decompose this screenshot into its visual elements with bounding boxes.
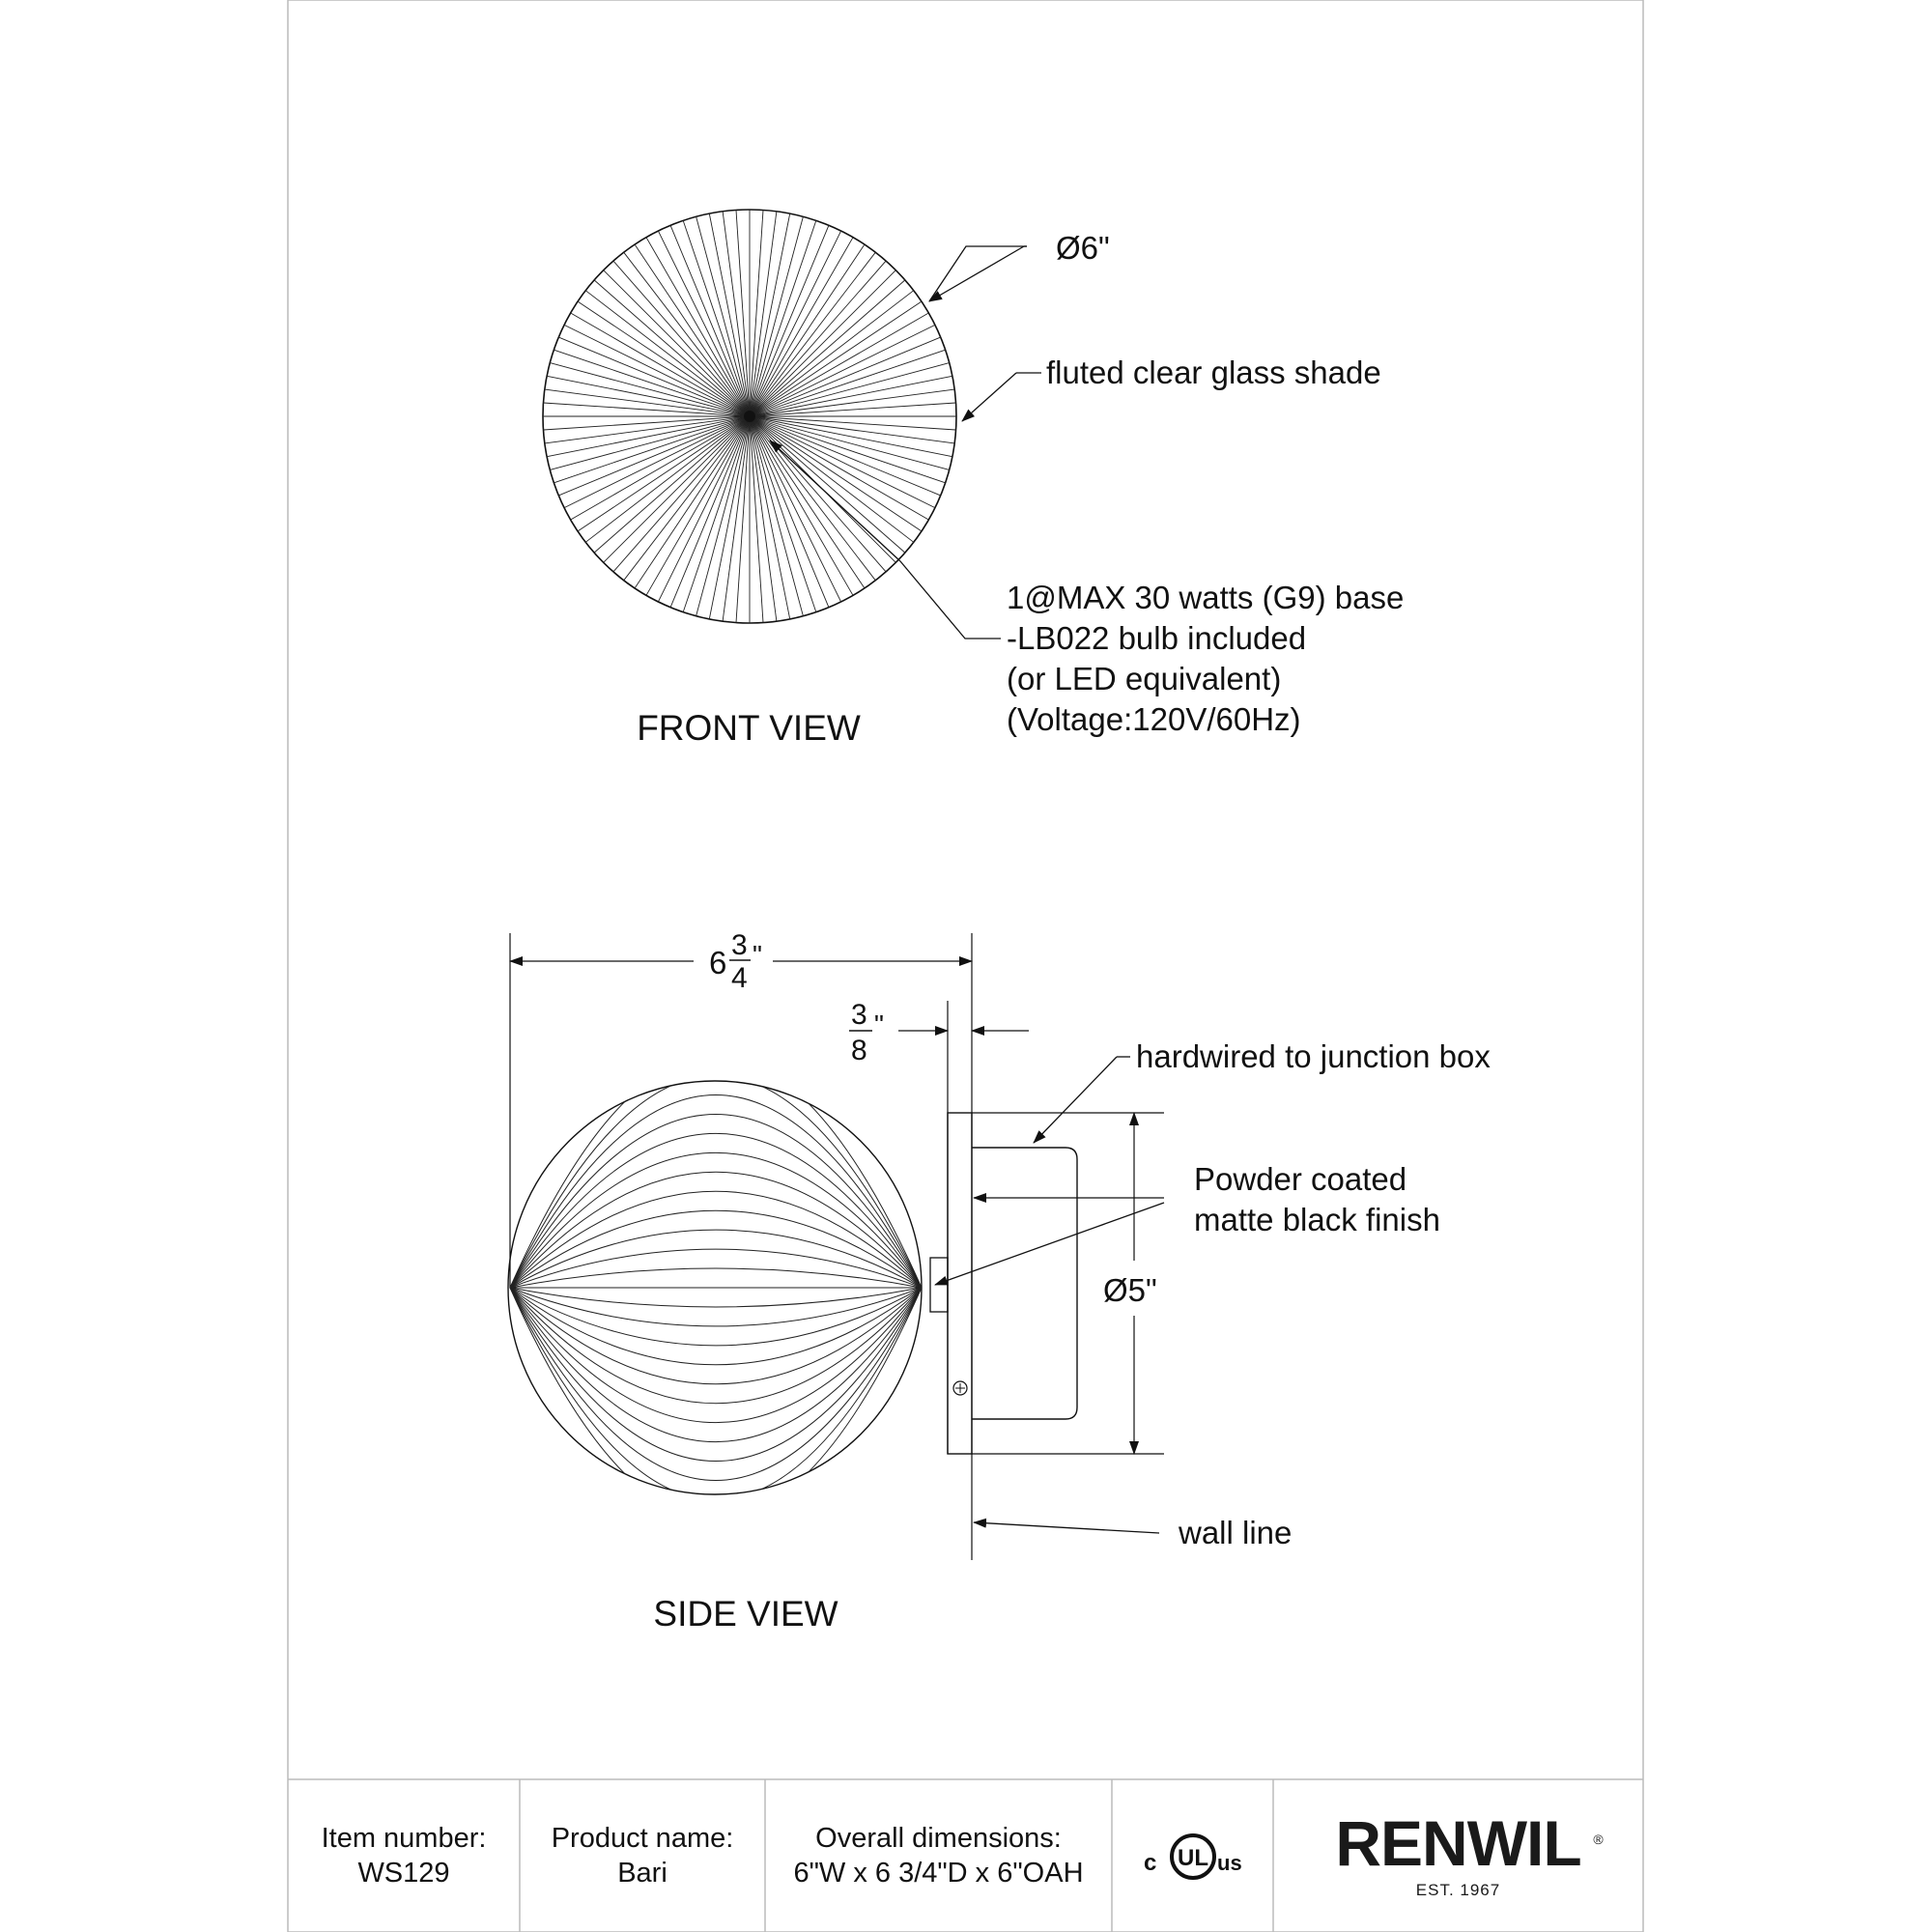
cul-us-certification-mark [1112,1779,1273,1932]
brand-registered-mark: ® [1593,1832,1603,1847]
bulb-note-2: -LB022 bulb included [1007,620,1307,656]
product-name-label: Product name: [551,1823,734,1854]
flute-line [750,416,954,443]
front-bulb-center [744,411,755,422]
socket-neck [930,1258,948,1312]
rib-arc [510,1288,922,1384]
flute-line [750,416,777,621]
flute-line [750,416,935,508]
bulb-leader [900,561,1001,639]
plate-denominator: 8 [851,1035,867,1066]
front-diameter-label: Ø6" [1056,230,1110,266]
depth-whole: 6 [709,945,727,980]
sheet-border [288,0,1643,1932]
rib-arc [510,1191,922,1288]
front-view [543,210,1404,748]
flute-line [723,212,750,416]
plate-diameter-label: Ø5" [1103,1272,1157,1308]
bulb-note-1: 1@MAX 30 watts (G9) base [1007,580,1405,615]
wall-leader [974,1522,1159,1533]
flute-line [564,325,750,416]
ul-c: c [1143,1850,1156,1876]
flute-line [670,416,750,608]
flute-line [604,416,750,562]
junction-label: hardwired to junction box [1136,1038,1491,1074]
side-shade-ribs [510,1057,922,1520]
finish-label-1: Powder coated [1194,1161,1407,1197]
depth-unit: " [753,940,762,970]
flute-line [750,416,763,623]
finish-label-2: matte black finish [1194,1202,1440,1237]
product-name-value: Bari [617,1858,668,1889]
flute-line [750,337,941,416]
renwil-logo [1273,1779,1643,1932]
rib-arc [510,1076,922,1288]
flute-line [750,416,841,602]
flute-line [750,225,829,416]
flute-line [750,416,956,430]
rib-arc [510,1288,922,1423]
flute-line [544,403,751,416]
flute-line [736,211,750,417]
flute-line [545,416,750,443]
bulb-note-3: (or LED equivalent) [1007,661,1282,696]
dimensions-cell [765,1779,1112,1932]
bulb-note-4: (Voltage:120V/60Hz) [1007,701,1301,737]
flute-line [750,211,763,417]
side-view-title: SIDE VIEW [653,1594,838,1634]
brand-name: RENWIL [1335,1807,1581,1879]
ul-logo-icon [1140,1822,1246,1889]
brand-established: EST. 1967 [1415,1881,1501,1899]
flute-line [545,389,750,416]
rib-arc [510,1288,922,1307]
plate-numerator: 3 [851,999,867,1031]
flute-line [544,416,751,430]
ul-letters: UL [1177,1845,1208,1871]
flute-line [658,231,750,416]
flute-line [750,389,954,416]
rib-arc [510,1268,922,1288]
flute-line [604,270,750,416]
flute-line [750,231,841,416]
rib-arc [510,1152,922,1288]
dimensions-label: Overall dimensions: [815,1823,1062,1854]
flute-line [750,403,956,416]
flute-line [750,325,935,416]
item-number-cell [288,1779,520,1932]
shade-label: fluted clear glass shade [1046,355,1381,390]
front-diameter-arrow-line [929,246,1024,301]
ul-us: us [1216,1851,1242,1875]
flute-line [558,337,750,416]
flute-line [670,225,750,416]
depth-denominator: 4 [731,962,748,994]
flute-line [558,416,750,496]
flute-line [723,416,750,621]
flute-line [750,416,941,496]
flute-line [736,416,750,623]
product-name-cell [520,1779,765,1932]
plate-unit: " [874,1009,884,1039]
flute-line [564,416,750,508]
rib-arc [510,1288,922,1499]
flute-line [750,212,777,416]
junction-leader-arrow [1034,1057,1117,1143]
flute-line [750,416,829,608]
item-number-value: WS129 [357,1858,450,1889]
item-number-label: Item number: [321,1823,487,1854]
side-view [508,929,1491,1634]
dimensions-value: 6"W x 6 3/4"D x 6"OAH [793,1858,1084,1889]
flute-line [750,270,895,416]
backplate [948,1113,972,1454]
front-view-title: FRONT VIEW [637,708,861,748]
wall-label: wall line [1179,1515,1293,1550]
shade-leader-arrow [962,373,1016,421]
depth-numerator: 3 [731,929,748,961]
flute-line [658,416,750,602]
junction-box [972,1148,1077,1419]
